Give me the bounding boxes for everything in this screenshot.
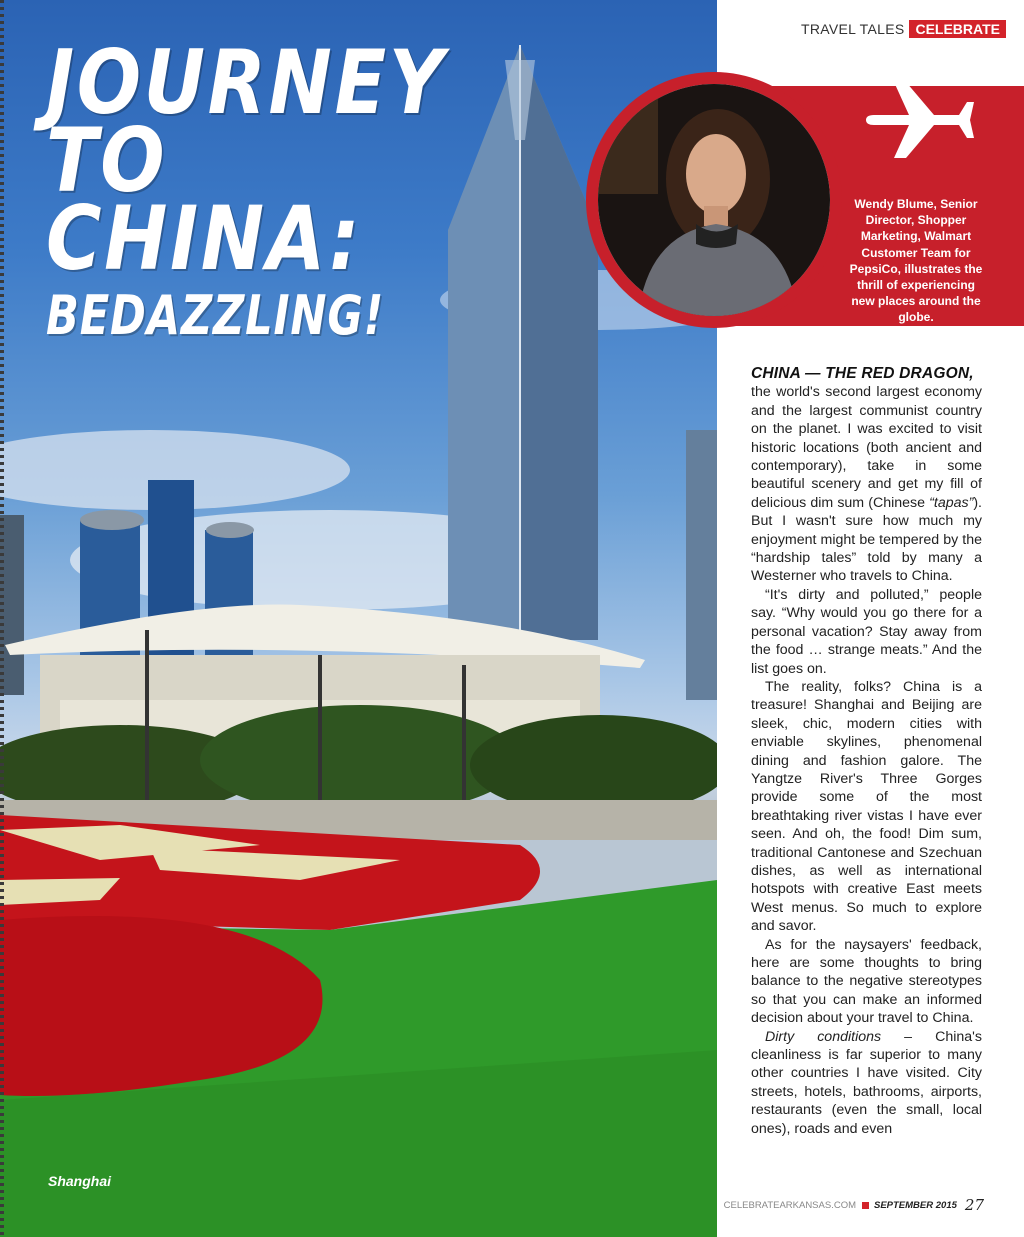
paragraph-1-text: the world's second largest economy and the largest communist country on the planet. I was excited to visit historic locations (both ancient and contemporary), take in some beautiful scenery and get my fill of delicious dim sum (Chinese	[751, 384, 982, 511]
portrait-illustration	[598, 84, 830, 316]
footer-date: SEPTEMBER 2015	[874, 1199, 957, 1211]
author-bio: Wendy Blume, Senior Director, Shopper Marketing, Walmart Customer Team for PepsiCo, illustrates the thrill of experiencing new places around the globe.	[849, 197, 983, 325]
paragraph-5-text: – China's cleanliness is far superior to many other countries I have visited. City streets, hotels, bathrooms, airports, restaurants (even the small, local ones), roads and even	[751, 1028, 982, 1137]
headline-line-1: JOURNEY	[46, 31, 447, 134]
paragraph-1-end: ). But I wasn't sure how much my enjoyment might be tempered by the “hardship tales” told by many a Westerner who travels to China.	[751, 494, 982, 585]
headline	[46, 31, 511, 347]
paragraph-3: The reality, folks? China is a treasure! Shanghai and Beijing are sleek, chic, modern cities with enviable skylines, phenomenal dining and fashion galore. The Yangtze River's Three Gorges provide some of the most breathtaking river vistas I have ever seen. And oh, the food! Dim sum, traditional Cantonese and Szechuan dishes, as well as international hotspots with creative East meets West menus. So much to explore and savor.	[751, 678, 982, 935]
section-tag	[801, 20, 1006, 38]
paragraph-5	[751, 1028, 982, 1138]
page-footer	[724, 1196, 984, 1214]
section-label: TRAVEL TALES	[801, 21, 905, 37]
paragraph-4: As for the naysayers' feedback, here are some thoughts to bring balance to the negative stereotypes so that you can make an informed decision about your travel to China.	[751, 936, 982, 1027]
paragraph-5-emphasis: Dirty conditions	[765, 1028, 882, 1045]
page-number: 27	[964, 1196, 984, 1214]
author-portrait	[598, 84, 830, 316]
headline-line-2: TO	[46, 109, 168, 212]
paragraph-2: “It's dirty and polluted,” people say. “Why would you go there for a personal vacation? Stay away from the food … strange meats.” And the list goes on.	[751, 586, 982, 677]
lead-in: CHINA — THE RED DRAGON,	[751, 365, 974, 382]
headline-line-3: CHINA:	[46, 187, 363, 290]
airplane-icon	[864, 80, 976, 160]
paragraph-1-emphasis: “tapas”	[929, 494, 974, 511]
photo-caption: Shanghai	[48, 1173, 112, 1189]
category-badge: CELEBRATE	[909, 20, 1006, 38]
paragraph-1	[751, 365, 982, 586]
dotted-edge	[0, 0, 4, 1237]
footer-site: CELEBRATEARKANSAS.COM	[723, 1199, 856, 1211]
footer-bullet	[862, 1202, 869, 1209]
subhead: BEDAZZLING!	[46, 284, 385, 347]
article-body	[751, 365, 982, 1138]
